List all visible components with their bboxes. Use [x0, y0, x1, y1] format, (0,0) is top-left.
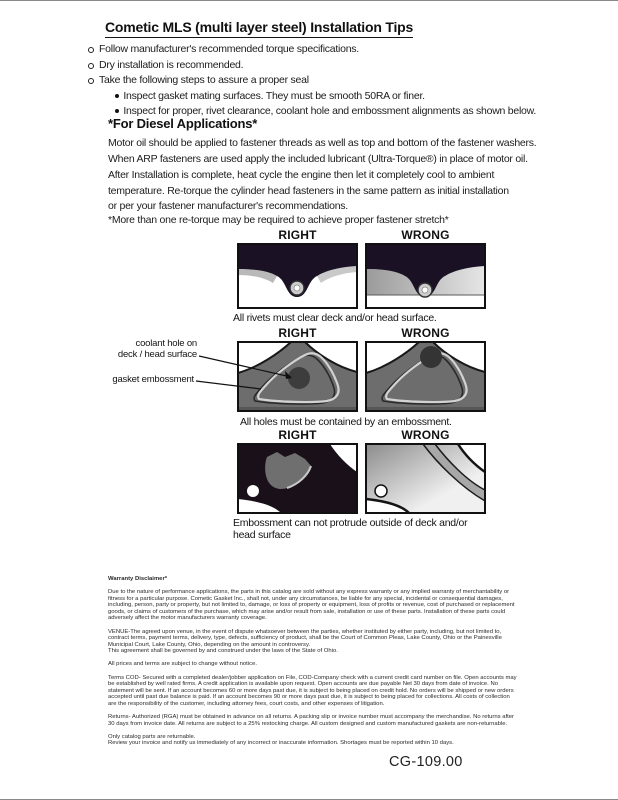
filled-bullet-icon [115, 94, 119, 98]
disclaimer-paragraph: Terms COD- Secured with a completed dealer/jobber application on File, COD-Company check with a current credit card number on file. Open accounts may be established by well rated firms. A credit application is available upon request. Open accounts are due payable Net 30 days from date of invoice. No statement will be sent. If an account becomes 60 or more days past due, it is subject to being placed on credit hold. No orders will be shipped or new orders accepted until past due balance is paid. If an account becomes 90 or more days past due, it is subject to being placed for collections. All costs of collection are the responsibility of the customer, including attorney fees, court costs, and other expenses of litigation. [108, 674, 517, 707]
right-label: RIGHT [278, 326, 317, 340]
right-label: RIGHT [278, 228, 317, 242]
open-bullet-icon [88, 78, 94, 84]
bolt-hole [375, 485, 387, 497]
tip-text: Inspect gasket mating surfaces. They must be smooth 50RA or finer. [123, 89, 425, 102]
list-item [88, 90, 536, 106]
coolant-hole-label: coolant hole on deck / head surface [117, 338, 197, 360]
filled-bullet-icon [115, 109, 119, 113]
diesel-paragraph-1 [108, 136, 536, 167]
row2-caption: All holes must be contained by an embossment. [240, 416, 452, 428]
disclaimer-paragraph: Review your invoice and notify us immediately of any incorrect or inaccurate information. Shortages must be reported within 10 days. [108, 740, 454, 747]
diagram-rivet-wrong [365, 243, 486, 309]
disclaimer-paragraph: Returns- Authorized (RGA) must be obtained in advance on all returns. A packing slip or invoice number must accompany the merchandise. No returns after 30 days from invoice date. All returns are subject to a 25% restocking charge. All custom designed and custom manufactured gaskets are non-returnable. [108, 714, 515, 727]
paragraph-line: After Installation is complete, heat cycle the engine then let it completely cool to ambient [108, 169, 495, 181]
diagram-rivet-right [237, 243, 358, 309]
diagram-embossment-right [237, 443, 358, 514]
diesel-heading: *For Diesel Applications* [108, 116, 258, 131]
wrong-label: WRONG [401, 428, 450, 442]
disclaimer-paragraph: Due to the nature of performance applications, the parts in this catalog are sold without any express warranty or any implied warranty of merchantability or fitness for a particular purpose. Cometic Gasket Inc., shall not, under any circumstances, be liable for any special, incidental or consequential damages, including, person, party or property, but not limited to, damage, or loss of property or equipment, loss of profits or revenue, cost of purchased or replacement goods, or claims of customers of the purchase, which may arise and/or result from sale, installation or use of these parts. Installation of these parts could adversely affect the motor manufacturers warranty coverage. [108, 589, 515, 622]
diesel-paragraph-2 [108, 168, 509, 215]
wrong-label: WRONG [401, 326, 450, 340]
list-item [88, 43, 536, 59]
disclaimer-heading: Warranty Disclaimer* [108, 576, 168, 582]
row3-caption: Embossment can not protrude outside of deck and/or head surface [233, 517, 468, 541]
wrong-label: WRONG [401, 228, 450, 242]
paragraph-line: or per your fastener manufacturer's recommendations. [108, 200, 348, 212]
diagram-embossment-wrong [365, 443, 486, 514]
warranty-disclaimer [108, 576, 518, 753]
row1-caption: All rivets must clear deck and/or head surface. [233, 312, 437, 324]
page-code: CG-109.00 [389, 754, 463, 770]
coolant-hole [288, 367, 310, 389]
list-item [88, 74, 536, 90]
retorque-note: *More than one re-torque may be required to achieve proper fastener stretch* [108, 214, 449, 226]
coolant-hole [420, 346, 442, 368]
page-top-edge [0, 0, 618, 1]
open-bullet-icon [88, 63, 94, 69]
paragraph-line: Motor oil should be applied to fastener threads as well as top and bottom of the fastener washers. [108, 137, 537, 149]
open-bullet-icon [88, 47, 94, 53]
list-item [88, 59, 536, 75]
bolt-hole [247, 485, 259, 497]
tip-text: Take the following steps to assure a proper seal [99, 74, 309, 86]
paragraph-line: temperature. Re-torque the cylinder head fasteners in the same pattern as initial installation [108, 184, 509, 197]
paragraph-line: When ARP fasteners are used apply the included lubricant (Ultra-Torque®) in place of motor oil. [108, 152, 528, 165]
right-label: RIGHT [278, 428, 317, 442]
disclaimer-paragraph: VENUE-The agreed upon venue, in the event of dispute whatsoever between the parties, whether instituted by either party, including, but not limited to, contract terms, payment terms, delivery, type, defects, sufficiency of product, shall be the Court of Common Pleas, Lake County, Ohio or the Painesville Municipal Court, Lake County, Ohio, depending on the amount in controversy. [108, 628, 502, 648]
disclaimer-paragraph: This agreement shall be governed by and construed under the laws of the State of Ohio. [108, 648, 338, 655]
tip-text: Inspect for proper, rivet clearance, coolant hole and embossment alignments as shown below. [123, 105, 537, 117]
diagram-hole-right [237, 341, 358, 412]
diagram-hole-wrong [365, 341, 486, 412]
disclaimer-paragraph: All prices and terms are subject to change without notice. [108, 661, 257, 668]
tip-text: Dry installation is recommended. [99, 58, 244, 71]
page-title: Cometic MLS (multi layer steel) Installation Tips [105, 19, 413, 38]
tips-list [88, 43, 536, 121]
tip-text: Follow manufacturer's recommended torque specifications. [99, 43, 359, 55]
disclaimer-paragraph: Only catalog parts are returnable. [108, 733, 196, 740]
gasket-embossment-label: gasket embossment [112, 374, 194, 385]
